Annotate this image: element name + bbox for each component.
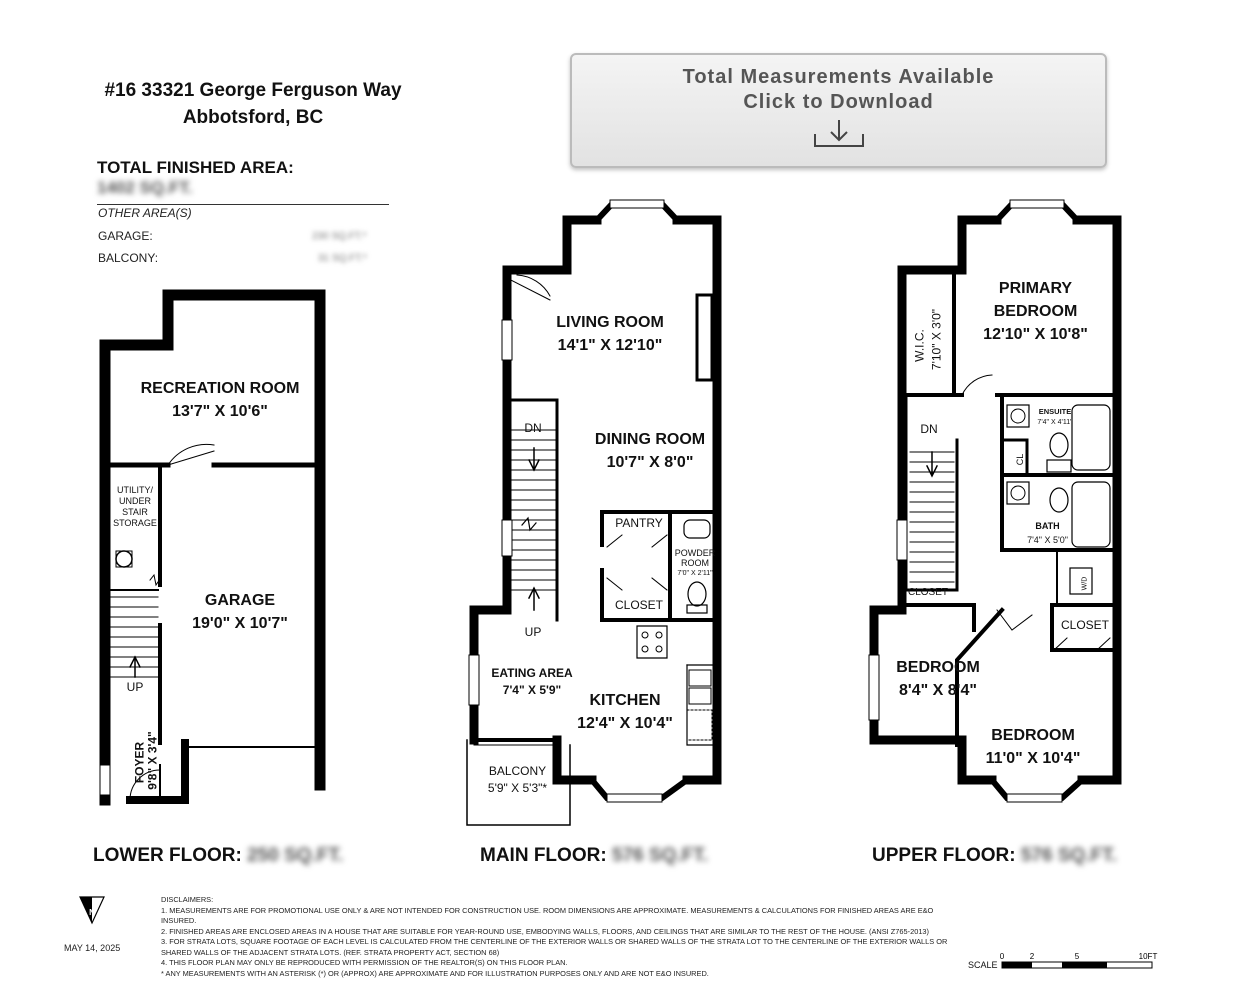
primary-bedroom-name: PRIMARY — [998, 280, 1073, 297]
balcony-dims: 5'9" X 5'3"* — [487, 781, 548, 795]
linen-closet-label: CL — [1015, 453, 1025, 466]
scale-bar — [998, 950, 1163, 972]
living-room-name: LIVING ROOM — [556, 314, 664, 331]
main-floor-area: 576 SQ.FT. — [611, 845, 709, 866]
dining-room-name: DINING ROOM — [594, 431, 706, 448]
powder-room-dims: 7'0" X 2'11" — [677, 570, 713, 577]
disclaimers — [161, 895, 961, 979]
garage-dims: 19'0" X 10'7" — [192, 615, 288, 632]
balcony-area-label: BALCONY: — [98, 251, 159, 265]
disclaimer-line-2: 2. FINISHED AREAS ARE ENCLOSED AREAS IN A HOUSE THAT ARE SUITABLE FOR YEAR-ROUND USE, EMBODYING WALLS, FLOORS, AND CEILINGS THAT ARE SIMILAR TO THE REST OF THE HOUSE. (ANSI Z765-2013) — [161, 926, 930, 936]
eating-area-dims: 7'4" X 5'9" — [502, 683, 562, 697]
main-closet-label: CLOSET — [614, 598, 663, 612]
garage-area-value: 230 SQ.FT.* — [312, 231, 367, 242]
total-area-value: 1402 SQ.FT. — [97, 178, 193, 197]
balcony-name: BALCONY — [488, 764, 547, 778]
wic-dims: 7'10" X 3'0" — [929, 308, 944, 371]
upper-floor-area: 576 SQ.FT. — [1020, 845, 1117, 866]
upper-closet-1: CLOSET — [907, 587, 948, 598]
bath-name: BATH — [1035, 521, 1060, 531]
scale-tick-2: 2 — [1029, 952, 1035, 961]
primary-bedroom-dims: 12'10" X 10'8" — [983, 326, 1088, 343]
upper-closet-2: CLOSET — [1060, 618, 1109, 632]
recreation-room-name: RECREATION ROOM — [140, 380, 300, 397]
bedroom-1-dims: 8'4" X 8'4" — [899, 682, 977, 699]
disclaimer-line-0: DISCLAIMERS: — [161, 895, 214, 904]
other-areas-label: OTHER AREA(S) — [98, 206, 192, 220]
powder-room-name: POWDER — [674, 548, 716, 558]
eating-area-name: EATING AREA — [491, 666, 573, 680]
total-area-label: TOTAL FINISHED AREA: — [97, 158, 294, 177]
dining-room-dims: 10'7" X 8'0" — [606, 454, 694, 471]
download-icon — [809, 116, 869, 152]
scale-tick-5: 5 — [1074, 952, 1080, 961]
address-line-1: #16 33321 George Ferguson Way — [104, 80, 402, 101]
foyer-name: FOYER — [132, 741, 147, 784]
bedroom-2-name: BEDROOM — [991, 727, 1075, 744]
upper-floor-label — [872, 845, 1117, 867]
download-line-2: Click to Download — [743, 91, 934, 113]
upper-floor-title: UPPER FLOOR: — [872, 845, 1016, 866]
lower-floor-title: LOWER FLOOR: — [93, 845, 242, 866]
powder-room-name-2: ROOM — [681, 558, 709, 568]
north-label: N — [89, 908, 95, 917]
lower-floor-area: 250 SQ.FT. — [247, 845, 344, 866]
ensuite-name: ENSUITE — [1038, 407, 1072, 416]
plan-date: MAY 14, 2025 — [64, 943, 121, 953]
total-finished-area — [97, 158, 389, 205]
bedroom-2-dims: 11'0" X 10'4" — [985, 750, 1081, 767]
garage-area-label: GARAGE: — [98, 229, 153, 243]
kitchen-dims: 12'4" X 10'4" — [577, 715, 673, 732]
bedroom-1-name: BEDROOM — [896, 659, 980, 676]
foyer-dims: 9'8" X 3'4" — [145, 731, 160, 790]
disclaimer-line-5: 4. THIS FLOOR PLAN MAY ONLY BE REPRODUCED WITH PERMISSION OF THE REALTOR(S) ON THIS FLOOR PLAN. — [161, 958, 568, 967]
main-floor-title: MAIN FLOOR: — [480, 845, 607, 866]
scale-tick-10: 10FT — [1138, 952, 1158, 961]
main-stair-dn-label: DN — [524, 421, 542, 435]
balcony-area-value: 31 SQ.FT.* — [318, 253, 367, 264]
scale-tick-0: 0 — [999, 952, 1005, 961]
primary-bedroom-name-2: BEDROOM — [993, 303, 1078, 320]
bath-dims: 7'4" X 5'0" — [1027, 535, 1068, 545]
main-stair-up-label: UP — [524, 625, 542, 639]
lower-floor-plan — [90, 285, 335, 830]
kitchen-name: KITCHEN — [589, 692, 661, 709]
utility-room-label — [110, 485, 160, 529]
disclaimer-line-6: * ANY MEASUREMENTS WITH AN ASTERISK (*) OR (APPROX) ARE APPROXIMATE AND FOR ILLUSTRATION PURPOSES ONLY AND ARE NOT E&O INSURED. — [161, 968, 709, 978]
recreation-room-dims: 13'7" X 10'6" — [172, 403, 268, 420]
utility-line-1: UTILITY/ — [116, 485, 153, 495]
disclaimer-line-3: 3. FOR STRATA LOTS, SQUARE FOOTAGE OF EACH LEVEL IS CALCULATED FROM THE CENTERLINE OF THE EXTERIOR WALLS OR SHARED WALLS OF THE STRATA LOT TO THE CENTERLINE OF THE EXTERIOR WALLS OR — [161, 937, 948, 946]
washer-dryer-label: W/D — [1081, 576, 1089, 591]
utility-line-3: STAIR — [122, 507, 148, 517]
pantry-label: PANTRY — [615, 516, 663, 530]
main-floor-label — [480, 845, 708, 867]
ensuite-dims: 7'4" X 4'11" — [1037, 419, 1073, 426]
disclaimer-line-1: 1. MEASUREMENTS ARE FOR PROMOTIONAL USE ONLY & ARE NOT INTENDED FOR CONSTRUCTION USE. ROOM DIMENSIONS ARE APPROXIMATE. MEASUREMENTS & CALCULATIONS FOR FINISHED AREAS ARE E&O INSURED. — [161, 905, 934, 925]
download-line-1: Total Measurements Available — [682, 66, 995, 88]
scale-label: SCALE — [968, 960, 998, 970]
utility-line-4: STORAGE — [113, 518, 157, 528]
lower-floor-label — [93, 845, 343, 867]
address-line-2: Abbotsford, BC — [182, 107, 324, 128]
north-arrow-icon — [78, 895, 106, 927]
living-room-dims: 14'1" X 12'10" — [557, 337, 663, 354]
garage-name: GARAGE — [204, 592, 276, 609]
lower-stair-up-label: UP — [126, 680, 144, 694]
wic-name: W.I.C. — [912, 329, 927, 362]
disclaimer-line-4: SHARED WALLS OF THE ADJACENT STRATA LOTS. (REF. STRATA PROPERTY ACT, SECTION 68) — [161, 947, 500, 957]
utility-line-2: UNDER — [118, 496, 151, 506]
download-measurements-button[interactable] — [570, 53, 1107, 168]
upper-stair-dn-label: DN — [920, 422, 938, 436]
